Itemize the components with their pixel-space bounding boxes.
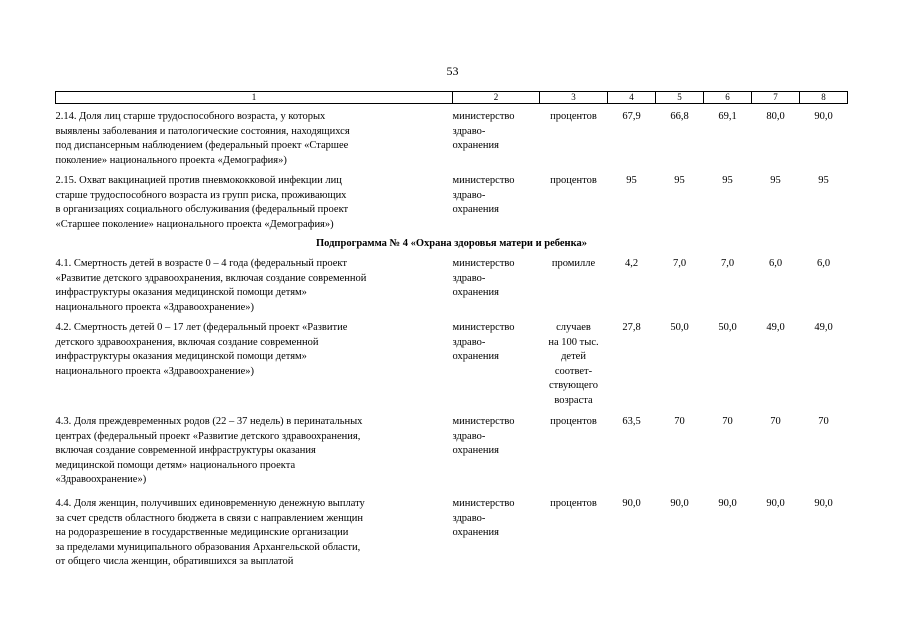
indicator-value: 6,0 bbox=[816, 258, 831, 269]
section-title: Подпрограмма № 4 «Охрана здоровья матери и ребенка» bbox=[316, 238, 587, 249]
page-number: 53 bbox=[446, 64, 459, 78]
unit-of-measure: процентов bbox=[550, 175, 597, 186]
indicator-value: 95 bbox=[818, 175, 829, 186]
indicator-value: 90,0 bbox=[814, 111, 833, 122]
unit-of-measure: процентов bbox=[550, 416, 597, 427]
indicator-value: 90,0 bbox=[814, 498, 833, 509]
indicator-value: 80,0 bbox=[766, 111, 785, 122]
indicator-value: 70 bbox=[722, 416, 733, 427]
unit-of-measure: процентов bbox=[550, 111, 597, 122]
indicator-value: 27,8 bbox=[622, 322, 641, 333]
responsible-ministry: министерство здраво- охранения bbox=[452, 258, 515, 298]
column-number: 1 bbox=[56, 92, 453, 104]
indicator-value: 90,0 bbox=[670, 498, 689, 509]
column-number: 4 bbox=[608, 92, 656, 104]
indicator-value: 50,0 bbox=[718, 322, 737, 333]
indicator-name: 4.4. Доля женщин, получивших единовременную денежную выплату за счет средств областного бюджета в связи с направлением женщин на родоразрешение в государственные медицинские организации за пределами муниципального образования Архангельской области, от общего числа женщин, обратившихся за выплатой bbox=[55, 498, 365, 567]
table-row bbox=[56, 319, 848, 412]
table-row bbox=[56, 104, 848, 172]
indicators-table bbox=[55, 91, 848, 572]
indicator-value: 49,0 bbox=[814, 322, 833, 333]
responsible-ministry: министерство здраво- охранения bbox=[452, 111, 515, 151]
table-row bbox=[56, 255, 848, 319]
indicator-value: 95 bbox=[722, 175, 733, 186]
indicator-value: 6,0 bbox=[768, 258, 783, 269]
indicator-value: 63,5 bbox=[622, 416, 641, 427]
column-number: 7 bbox=[752, 92, 800, 104]
responsible-ministry: министерство здраво- охранения bbox=[452, 322, 515, 362]
indicator-value: 50,0 bbox=[670, 322, 689, 333]
column-number: 8 bbox=[800, 92, 848, 104]
indicator-value: 70 bbox=[674, 416, 685, 427]
indicator-value: 4,2 bbox=[624, 258, 639, 269]
indicator-value: 69,1 bbox=[718, 111, 737, 122]
indicator-name: 2.15. Охват вакцинацией против пневмококковой инфекции лиц старше трудоспособного возраста из групп риска, проживающих в организациях социального обслуживания (федеральный проект «Старшее поколение» национального проекта «Демография») bbox=[55, 175, 349, 230]
indicator-value: 95 bbox=[626, 175, 637, 186]
indicator-value: 66,8 bbox=[670, 111, 689, 122]
indicator-value: 90,0 bbox=[718, 498, 737, 509]
column-number: 2 bbox=[453, 92, 540, 104]
table-row bbox=[56, 412, 848, 494]
responsible-ministry: министерство здраво- охранения bbox=[452, 498, 515, 538]
indicator-name: 4.2. Смертность детей 0 – 17 лет (федеральный проект «Развитие детского здравоохранения, включая создание современной инфраструктуры оказания медицинской помощи детям» национального проекта «Здравоохранение») bbox=[55, 322, 348, 377]
section-heading-row bbox=[56, 233, 848, 255]
column-number-row bbox=[56, 92, 848, 104]
indicator-name: 4.3. Доля преждевременных родов (22 – 37 недель) в перинатальных центрах (федеральный проект «Развитие детского здравоохранения, включая создание современной инфраструктуры оказания медицинской помощи детям» национального проекта «Здравоохранение») bbox=[55, 416, 363, 485]
table-row bbox=[56, 494, 848, 572]
unit-of-measure: промилле bbox=[551, 258, 596, 269]
indicator-name: 2.14. Доля лиц старше трудоспособного возраста, у которых выявлены заболевания и патологические состояния, находящихся под диспансерным наблюдением (федеральный проект «Старшее поколение» национального проекта «Демография») bbox=[55, 111, 350, 166]
unit-of-measure: процентов bbox=[550, 498, 597, 509]
indicator-value: 7,0 bbox=[720, 258, 735, 269]
indicator-value: 90,0 bbox=[766, 498, 785, 509]
indicator-name: 4.1. Смертность детей в возрасте 0 – 4 года (федеральный проект «Развитие детского здравоохранения, включая создание современной инфраструктуры оказания медицинской помощи детям» национального проекта «Здравоохранение») bbox=[55, 258, 367, 313]
unit-of-measure: случаев на 100 тыс. детей соответ- ствующего возраста bbox=[548, 322, 599, 406]
indicator-value: 70 bbox=[770, 416, 781, 427]
column-number: 6 bbox=[704, 92, 752, 104]
column-number: 5 bbox=[656, 92, 704, 104]
indicator-value: 67,9 bbox=[622, 111, 641, 122]
table-row bbox=[56, 171, 848, 233]
indicator-value: 95 bbox=[674, 175, 685, 186]
column-number: 3 bbox=[540, 92, 608, 104]
indicator-value: 90,0 bbox=[622, 498, 641, 509]
responsible-ministry: министерство здраво- охранения bbox=[452, 416, 515, 456]
indicator-value: 7,0 bbox=[672, 258, 687, 269]
indicator-value: 49,0 bbox=[766, 322, 785, 333]
responsible-ministry: министерство здраво- охранения bbox=[452, 175, 515, 215]
indicator-value: 95 bbox=[770, 175, 781, 186]
indicator-value: 70 bbox=[818, 416, 829, 427]
